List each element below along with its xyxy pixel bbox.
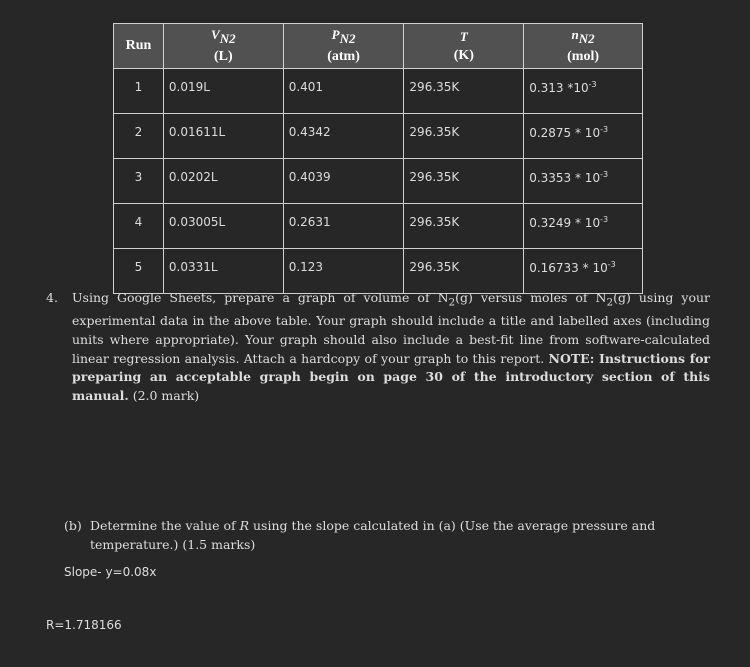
header-pressure <box>283 24 404 69</box>
header-moles <box>524 24 643 69</box>
cell-volume: 0.0202L <box>163 159 283 204</box>
header-run-label: Run <box>125 38 152 53</box>
table-row <box>114 204 643 249</box>
data-table <box>113 23 643 294</box>
table-row <box>114 249 643 294</box>
cell-volume: 0.01611L <box>163 114 283 159</box>
cell-pressure: 0.401 <box>283 69 404 114</box>
cell-run: 4 <box>114 204 164 249</box>
qb-var: R <box>239 518 250 533</box>
header-pressure-sub: N2 <box>339 30 356 46</box>
question-b-label: (b) <box>64 518 82 533</box>
moles-exponent: -3 <box>600 124 609 134</box>
cell-temperature: 296.35K <box>404 159 524 204</box>
question-b <box>64 516 710 554</box>
header-moles-symbol: n <box>571 27 579 43</box>
q4-text-1: Using Google Sheets, prepare a graph of volume of N <box>72 290 449 305</box>
cell-volume: 0.019L <box>163 69 283 114</box>
header-volume-symbol: V <box>211 27 220 43</box>
r-answer: R=1.718166 <box>46 618 122 632</box>
cell-pressure: 0.4039 <box>283 159 404 204</box>
cell-pressure: 0.123 <box>283 249 404 294</box>
cell-run: 1 <box>114 69 164 114</box>
cell-temperature: 296.35K <box>404 204 524 249</box>
cell-volume: 0.0331L <box>163 249 283 294</box>
table-row <box>114 69 643 114</box>
table-header-row <box>114 24 643 69</box>
cell-pressure: 0.4342 <box>283 114 404 159</box>
moles-mantissa: 0.313 *10 <box>529 80 589 95</box>
moles-mantissa: 0.16733 * 10 <box>529 260 608 275</box>
table-row <box>114 159 643 204</box>
qb-text-1: Determine the value of <box>90 518 240 533</box>
cell-moles <box>524 204 643 249</box>
cell-run: 3 <box>114 159 164 204</box>
header-moles-sub: N2 <box>578 30 595 46</box>
q4-mark: (2.0 mark) <box>132 388 200 404</box>
header-moles-unit: (mol) <box>567 48 600 64</box>
qb-text-2: using the slope calculated in (a) (Use the average pressure and temperature.) (1.5 marks) <box>90 518 656 552</box>
cell-volume: 0.03005L <box>163 204 283 249</box>
cell-temperature: 296.35K <box>404 249 524 294</box>
header-volume-unit: (L) <box>213 48 233 64</box>
slope-answer: Slope- y=0.08x <box>64 565 157 579</box>
cell-moles <box>524 159 643 204</box>
header-pressure-unit: (atm) <box>327 48 360 64</box>
header-temperature <box>404 24 524 69</box>
moles-exponent: -3 <box>600 214 609 224</box>
table-row <box>114 114 643 159</box>
q4-sub-2: 2 <box>606 296 614 309</box>
header-temperature-unit: (K) <box>453 47 474 63</box>
cell-temperature: 296.35K <box>404 69 524 114</box>
q4-text-2: (g) versus moles of N <box>455 290 607 305</box>
moles-exponent: -3 <box>600 169 609 179</box>
question-4-number: 4. <box>46 290 58 305</box>
cell-run: 2 <box>114 114 164 159</box>
moles-exponent: -3 <box>588 79 597 89</box>
moles-mantissa: 0.3249 * 10 <box>529 215 601 230</box>
header-pressure-symbol: P <box>331 27 340 43</box>
cell-moles <box>524 114 643 159</box>
moles-mantissa: 0.2875 * 10 <box>529 125 601 140</box>
header-volume <box>163 24 283 69</box>
q4-sub-1: 2 <box>448 296 456 309</box>
moles-mantissa: 0.3353 * 10 <box>529 170 601 185</box>
q4-note: NOTE: Instructions for preparing an acceptable graph begin on page 30 of the introductory section of this manual. <box>72 350 710 404</box>
header-run <box>114 24 164 69</box>
cell-moles <box>524 69 643 114</box>
question-4-text <box>72 289 710 406</box>
question-b-text <box>90 516 710 554</box>
header-temperature-symbol: T <box>459 28 468 44</box>
cell-pressure: 0.2631 <box>283 204 404 249</box>
moles-exponent: -3 <box>607 259 616 269</box>
question-4 <box>46 289 710 406</box>
q4-text-3: (g) using your experimental data in the above table. Your graph should include a title and labelled axes (including units where appropriate). Your graph should also include a best-fit line from software-calculated linear regression analysis. Attach a hardcopy of your graph to this report. <box>72 290 710 366</box>
header-volume-sub: N2 <box>219 30 236 46</box>
cell-temperature: 296.35K <box>404 114 524 159</box>
cell-moles <box>524 249 643 294</box>
cell-run: 5 <box>114 249 164 294</box>
